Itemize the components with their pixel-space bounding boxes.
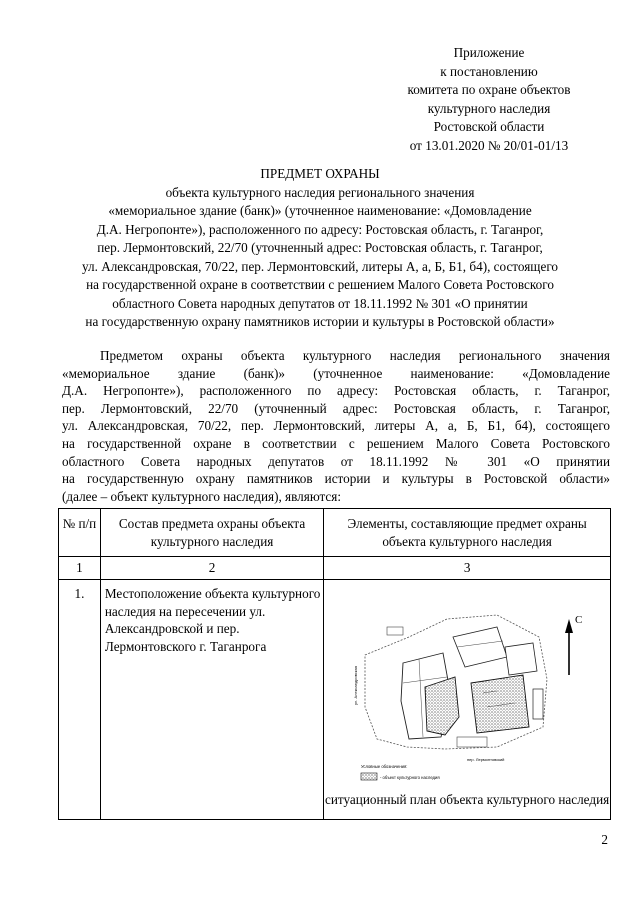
table-row <box>59 580 611 820</box>
appendix-line: Приложение <box>453 45 525 60</box>
plan-caption: ситуационный план объекта культурного наследия <box>325 792 610 807</box>
page-number: 2 <box>601 832 608 847</box>
paragraph-line: «мемориальное здание (банк)» (уточненное наименование: «Домовладение <box>62 365 610 381</box>
document-heading <box>40 165 600 332</box>
column-number: 1 <box>59 557 101 580</box>
appendix-line: комитета по охране объектов <box>407 82 571 97</box>
header-num: № п/п <box>59 509 101 557</box>
protection-table <box>58 508 611 820</box>
appendix-line: к постановлению <box>440 63 538 79</box>
appendix-line: культурного наследия <box>427 100 551 116</box>
column-number: 2 <box>100 557 323 580</box>
appendix-block <box>374 44 604 155</box>
column-number-row <box>59 557 611 580</box>
row-elements-cell <box>324 580 611 820</box>
paragraph-line: на государственной охране в соответствии с решением Малого Совета Ростовского <box>62 435 610 451</box>
heading-line: объекта культурного наследия регионального значения <box>165 184 475 200</box>
legend-item: - объект культурного наследия <box>380 775 440 780</box>
street-label-bottom: пер. Лермонтовский <box>467 757 505 762</box>
heading-line: на государственной охране в соответствии с решением Малого Совета Ростовского <box>86 277 554 292</box>
situation-plan-image <box>347 597 587 785</box>
document-title: ПРЕДМЕТ ОХРАНЫ <box>260 166 380 181</box>
legend-title: Условные обозначения: <box>361 764 408 769</box>
paragraph-line: пер. Лермонтовский, 22/70 (уточненный адрес: Ростовская область, г. Таганрог, <box>62 400 610 416</box>
column-number: 3 <box>324 557 611 580</box>
north-label: С <box>575 614 583 626</box>
paragraph-line: Д.А. Негропонте»), расположенного по адресу: Ростовская область, г. Таганрог, <box>62 383 610 399</box>
paragraph-line: ул. Александровская, 70/22, пер. Лермонтовский, литеры А, а, Б, Б1, б4), состоящего <box>62 418 610 434</box>
row-composition: Местоположение объекта культурного наследия на пересечении ул. Александровской и пер. Лермонтовского г. Таганрога <box>100 580 323 820</box>
appendix-line: Ростовской области <box>433 119 545 134</box>
paragraph-line: Предметом охраны объекта культурного наследия регионального значения <box>100 348 610 363</box>
heading-line: ул. Александровская, 70/22, пер. Лермонтовский, литеры А, а, Б, Б1, б4), состоящего <box>82 258 558 274</box>
paragraph-line: областного Совета народных депутатов от 18.11.1992 № 301 «О принятии <box>62 453 610 469</box>
row-number: 1. <box>59 580 101 820</box>
table-header-row <box>59 509 611 557</box>
appendix-line: от 13.01.2020 № 20/01-01/13 <box>409 137 569 153</box>
heading-line: на государственную охрану памятников истории и культуры в Ростовской области» <box>85 314 555 329</box>
paragraph-line: на государственную охрану памятников истории и культуры в Ростовской области» <box>62 471 610 487</box>
paragraph-line: (далее – объект культурного наследия), являются: <box>62 488 342 504</box>
street-label-left: ул. Александровская <box>353 665 359 705</box>
header-elements: Элементы, составляющие предмет охраны объекта культурного наследия <box>324 509 611 557</box>
heading-line: «мемориальное здание (банк)» (уточненное наименование: «Домовладение <box>108 203 532 218</box>
heading-line: Д.А. Негропонте»), расположенного по адресу: Ростовская область, г. Таганрог, <box>96 221 544 237</box>
legend-swatch <box>361 773 377 780</box>
heading-line: пер. Лермонтовский, 22/70 (уточненный адрес: Ростовская область, г. Таганрог, <box>97 240 543 255</box>
heading-line: областного Совета народных депутатов от 18.11.1992 № 301 «О принятии <box>112 295 528 311</box>
header-composition: Состав предмета охраны объекта культурного наследия <box>100 509 323 557</box>
body-paragraph <box>62 347 610 505</box>
